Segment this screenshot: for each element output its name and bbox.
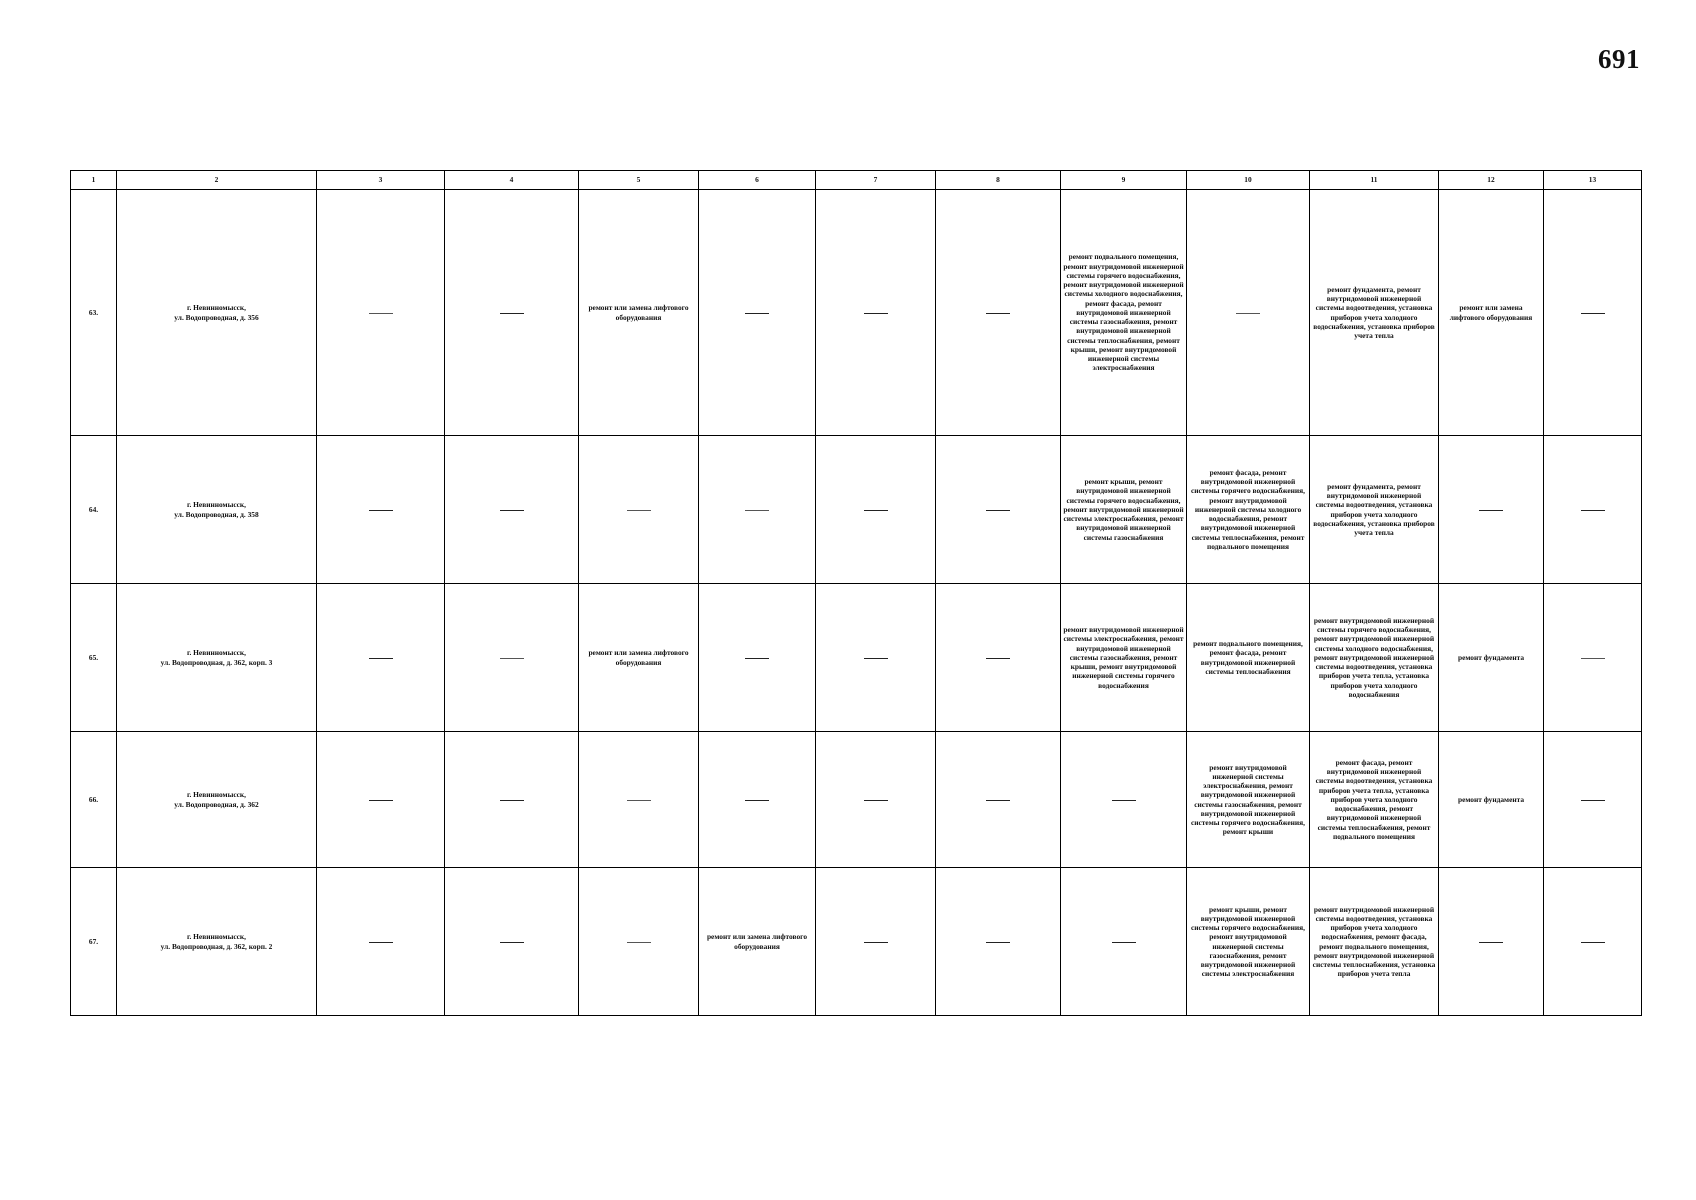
dash <box>1581 658 1605 659</box>
dash-cell <box>445 732 579 868</box>
work-cell: ремонт фасада, ремонт внутридомовой инженерной системы водоотведения, установка приборов учета тепла, установка приборов учета холодного водоснабжения, ремонт внутридомовой инженерной системы теплоснабжения, ремонт подвального помещения <box>1310 732 1439 868</box>
dash-cell <box>1544 436 1642 584</box>
table-row <box>71 436 1642 584</box>
dash-cell <box>816 584 936 732</box>
dash-cell <box>936 732 1061 868</box>
dash <box>500 800 524 801</box>
dash <box>1581 510 1605 511</box>
dash <box>745 800 769 801</box>
table-row <box>71 190 1642 436</box>
dash-cell <box>699 732 816 868</box>
dash-cell <box>445 584 579 732</box>
dash <box>1581 800 1605 801</box>
dash <box>986 313 1010 314</box>
dash-cell <box>1544 868 1642 1016</box>
work-cell: ремонт крыши, ремонт внутридомовой инженерной системы горячего водоснабжения, ремонт внутридомовой инженерной системы газоснабжения, ремонт внутридомовой инженерной системы электроснабжения <box>1187 868 1310 1016</box>
work-cell: ремонт фундамента <box>1439 732 1544 868</box>
dash-cell <box>1061 732 1187 868</box>
dash-cell <box>1187 190 1310 436</box>
column-number: 6 <box>699 171 816 190</box>
column-number: 9 <box>1061 171 1187 190</box>
work-cell: ремонт подвального помещения, ремонт фасада, ремонт внутридомовой инженерной системы теплоснабжения <box>1187 584 1310 732</box>
dash <box>500 942 524 943</box>
dash <box>1236 313 1260 314</box>
dash <box>500 313 524 314</box>
work-cell: ремонт подвального помещения, ремонт внутридомовой инженерной системы горячего водоснабжения, ремонт внутридомовой инженерной системы холодного водоснабжения, ремонт фасада, ремонт внутридомовой инженерной системы газоснабжения, ремонт внутридомовой инженерной системы теплоснабжения, ремонт крыши, ремонт внутридомовой инженерной системы электроснабжения <box>1061 190 1187 436</box>
work-cell: ремонт или замена лифтового оборудования <box>1439 190 1544 436</box>
page-number: 691 <box>1598 44 1640 74</box>
column-number: 4 <box>445 171 579 190</box>
row-number: 65. <box>71 584 117 732</box>
work-cell: ремонт внутридомовой инженерной системы горячего водоснабжения, ремонт внутридомовой инженерной системы холодного водоснабжения, ремонт внутридомовой инженерной системы водоотведения, установка приборов учета тепла, установка приборов учета холодного водоснабжения <box>1310 584 1439 732</box>
address-cell <box>117 190 317 436</box>
dash <box>369 942 393 943</box>
dash-cell <box>445 436 579 584</box>
dash <box>864 942 888 943</box>
dash <box>1581 942 1605 943</box>
dash <box>986 658 1010 659</box>
dash <box>864 510 888 511</box>
row-number: 64. <box>71 436 117 584</box>
work-cell: ремонт внутридомовой инженерной системы водоотведения, установка приборов учета холодного водоснабжения, ремонт фасада, ремонт подвального помещения, ремонт внутридомовой инженерной системы теплоснабжения, установка приборов учета тепла <box>1310 868 1439 1016</box>
column-number: 8 <box>936 171 1061 190</box>
address-cell <box>117 436 317 584</box>
dash-cell <box>816 190 936 436</box>
work-cell: ремонт или замена лифтового оборудования <box>579 190 699 436</box>
address-city: г. Невинномысск, <box>186 790 247 800</box>
work-cell: ремонт внутридомовой инженерной системы электроснабжения, ремонт внутридомовой инженерной системы газоснабжения, ремонт внутридомовой инженерной системы горячего водоснабжения, ремонт крыши <box>1187 732 1310 868</box>
dash <box>369 510 393 511</box>
column-number: 11 <box>1310 171 1439 190</box>
address-cell <box>117 868 317 1016</box>
column-number: 7 <box>816 171 936 190</box>
dash-cell <box>1061 868 1187 1016</box>
dash-cell <box>816 868 936 1016</box>
column-number: 1 <box>71 171 117 190</box>
dash-cell <box>317 732 445 868</box>
dash-cell <box>579 732 699 868</box>
dash <box>864 658 888 659</box>
dash-cell <box>1439 868 1544 1016</box>
address-cell <box>117 732 317 868</box>
work-cell: ремонт фундамента <box>1439 584 1544 732</box>
dash-cell <box>699 190 816 436</box>
dash-cell <box>317 436 445 584</box>
address-street: ул. Водопроводная, д. 362, корп. 2 <box>160 941 273 951</box>
dash-cell <box>699 584 816 732</box>
dash <box>986 510 1010 511</box>
dash <box>864 800 888 801</box>
row-number: 66. <box>71 732 117 868</box>
dash-cell <box>1544 584 1642 732</box>
row-number: 63. <box>71 190 117 436</box>
dash-cell <box>936 190 1061 436</box>
dash-cell <box>445 190 579 436</box>
address-city: г. Невинномысск, <box>186 648 247 658</box>
dash <box>986 942 1010 943</box>
dash <box>500 510 524 511</box>
work-cell: ремонт фундамента, ремонт внутридомовой инженерной системы водоотведения, установка приборов учета холодного водоснабжения, установка приборов учета тепла <box>1310 190 1439 436</box>
dash-cell <box>317 868 445 1016</box>
table-row <box>71 584 1642 732</box>
dash-cell <box>1439 436 1544 584</box>
table-row <box>71 868 1642 1016</box>
dash <box>1112 942 1136 943</box>
address-city: г. Невинномысск, <box>186 303 247 313</box>
dash <box>1479 510 1503 511</box>
column-number: 13 <box>1544 171 1642 190</box>
address-street: ул. Водопроводная, д. 356 <box>174 312 259 322</box>
row-number: 67. <box>71 868 117 1016</box>
address-cell <box>117 584 317 732</box>
dash <box>986 800 1010 801</box>
dash <box>1479 942 1503 943</box>
dash-cell <box>936 436 1061 584</box>
dash-cell <box>445 868 579 1016</box>
dash-cell <box>699 436 816 584</box>
dash-cell <box>936 868 1061 1016</box>
dash <box>369 658 393 659</box>
column-number: 5 <box>579 171 699 190</box>
dash-cell <box>1544 732 1642 868</box>
work-cell: ремонт или замена лифтового оборудования <box>579 584 699 732</box>
dash <box>745 658 769 659</box>
address-street: ул. Водопроводная, д. 358 <box>174 509 259 519</box>
dash-cell <box>579 868 699 1016</box>
dash-cell <box>317 584 445 732</box>
works-table <box>70 170 1642 1016</box>
dash-cell <box>1544 190 1642 436</box>
column-number: 12 <box>1439 171 1544 190</box>
dash <box>369 800 393 801</box>
work-cell: ремонт фундамента, ремонт внутридомовой инженерной системы водоотведения, установка приборов учета холодного водоснабжения, установка приборов учета тепла <box>1310 436 1439 584</box>
work-cell: ремонт или замена лифтового оборудования <box>699 868 816 1016</box>
table-row <box>71 732 1642 868</box>
address-city: г. Невинномысск, <box>186 932 247 942</box>
column-number: 2 <box>117 171 317 190</box>
dash-cell <box>317 190 445 436</box>
dash-cell <box>579 436 699 584</box>
address-city: г. Невинномысск, <box>186 500 247 510</box>
address-street: ул. Водопроводная, д. 362, корп. 3 <box>160 657 273 667</box>
dash <box>1112 800 1136 801</box>
column-number: 3 <box>317 171 445 190</box>
dash <box>627 942 651 943</box>
header-row <box>71 171 1642 190</box>
column-number: 10 <box>1187 171 1310 190</box>
dash-cell <box>816 436 936 584</box>
dash <box>864 313 888 314</box>
dash-cell <box>816 732 936 868</box>
address-street: ул. Водопроводная, д. 362 <box>174 799 259 809</box>
dash <box>627 510 651 511</box>
dash <box>745 313 769 314</box>
dash <box>627 800 651 801</box>
dash <box>369 313 393 314</box>
work-cell: ремонт фасада, ремонт внутридомовой инженерной системы горячего водоснабжения, ремонт внутридомовой инженерной системы холодного водоснабжения, ремонт внутридомовой инженерной системы теплоснабжения, ремонт подвального помещения <box>1187 436 1310 584</box>
dash-cell <box>936 584 1061 732</box>
dash <box>1581 313 1605 314</box>
dash <box>745 510 769 511</box>
work-cell: ремонт внутридомовой инженерной системы электроснабжения, ремонт внутридомовой инженерной системы газоснабжения, ремонт крыши, ремонт внутридомовой инженерной системы горячего водоснабжения <box>1061 584 1187 732</box>
dash <box>500 658 524 659</box>
work-cell: ремонт крыши, ремонт внутридомовой инженерной системы горячего водоснабжения, ремонт внутридомовой инженерной системы электроснабжения, ремонт внутридомовой инженерной системы газоснабжения <box>1061 436 1187 584</box>
